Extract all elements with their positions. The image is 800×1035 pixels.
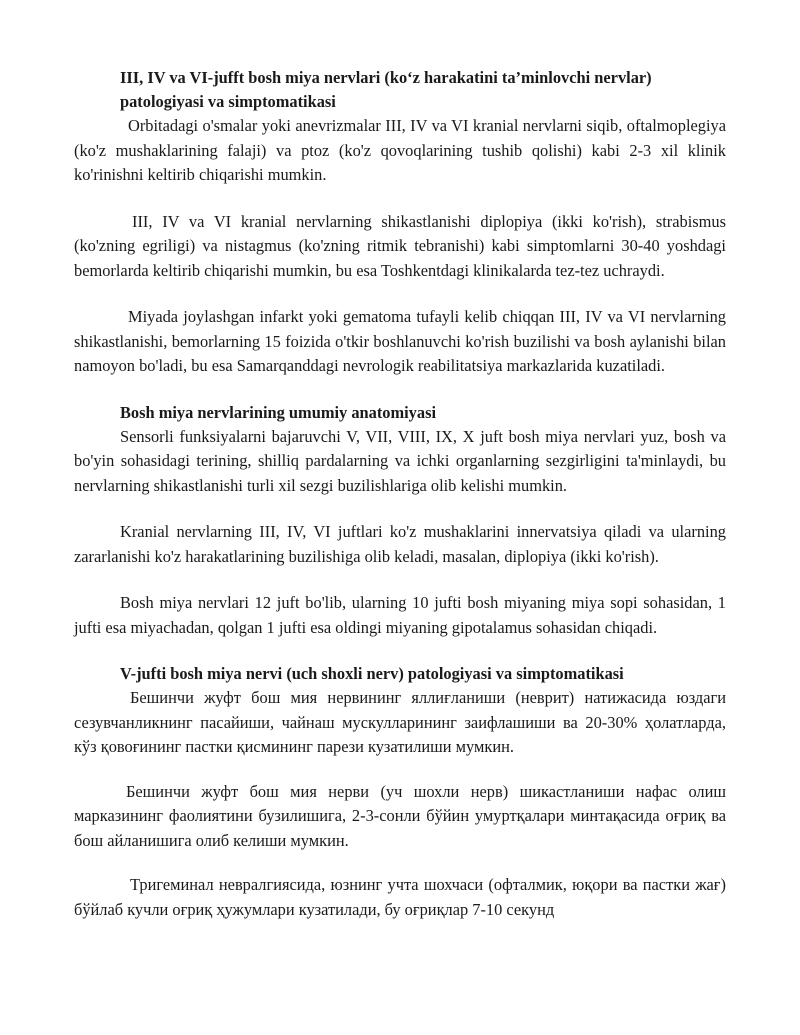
- paragraph: Miyada joylashgan infarkt yoki gematoma tufayli kelib chiqqan III, IV va VI nervlarning shikastlanishi, bemorlarning 15 foizida o'tkir boshlanuvchi ko'rish buzilishi va bosh aylanishi bilan namoyon bo'ladi, bu esa Samarqanddagi nevrologik reabilitatsiya markazlarida kuzatiladi.: [74, 307, 726, 375]
- paragraph: III, IV va VI kranial nervlarning shikastlanishi diplopiya (ikki ko'rish), strabismus (ko'zning egriligi) va nistagmus (ko'zning ritmik tebranishi) kabi simptomlarni 30-40 yoshdagi bemorlarda keltirib chiqarishi mumkin, bu esa Toshkentdagi klinikalarda tez-tez uchraydi.: [74, 211, 726, 280]
- section-heading-anatomy: Bosh miya nervlarining umumiy anatomiyasi: [120, 402, 437, 422]
- paragraph: Тригеминал невралгиясида, юзнинг учта шохчаси (офталмик, юқори ва пастки жағ) бўйлаб кучли оғриқ ҳужумлари кузатилади, бу оғриқлар 7-10 секунд: [74, 875, 726, 919]
- section-heading-cranial-eye-nerves: III, IV va VI-jufft bosh miya nervlari (ko‘z harakatini ta’minlovchi nervlar) patologiyasi va simptomatikasi: [120, 68, 652, 111]
- paragraph: Orbitadagi o'smalar yoki anevrizmalar III, IV va VI kranial nervlarni siqib, oftalmoplegiya (ko'z mushaklarining falaji) va ptoz (ko'z qovoqlarining tushib qolishi) kabi 2-3 xil klinik ko'rinishni keltirib chiqarishi mumkin.: [74, 116, 726, 184]
- paragraph: Sensorli funksiyalarni bajaruvchi V, VII, VIII, IX, X juft bosh miya nervlari yuz, bosh va bo'yin sohasidagi terining, shilliq pardalarning va ichki organlarning sezgirligini ta'minlaydi, bu nervlarning shikastlanishi turli xil sezgi buzilishlariga olib kelishi mumkin.: [74, 426, 726, 495]
- paragraph: Bosh miya nervlari 12 juft bo'lib, ularning 10 jufti bosh miyaning miya sopi sohasidan, 1 jufti esa miyachadan, qolgan 1 jufti esa oldingi miyaning gipotalamus sohasidan chiqadi.: [74, 593, 726, 637]
- paragraph: Kranial nervlarning III, IV, VI juftlari ko'z mushaklarini innervatsiya qiladi va ularning zararlanishi ko'z harakatlarining buzilishiga olib keladi, masalan, diplopiya (ikki ko'rish).: [74, 522, 726, 566]
- section-heading-trigeminal: V-jufti bosh miya nervi (uch shoxli nerv) patologiyasi va simptomatikasi: [120, 664, 624, 683]
- paragraph: Бешинчи жуфт бош мия нервининг яллиғланиши (неврит) натижасида юздаги сезувчанликнинг пасайиши, чайнаш мускулларининг заифлашиши ва 20-30% ҳолатларда, кўз қовоғининг пастки қисмининг парези кузатилиши мумкин.: [74, 688, 726, 756]
- paragraph: Бешинчи жуфт бош мия нерви (уч шохли нерв) шикастланиши нафас олиш марказининг фаолиятини бузилишига, 2-3-сонли бўйин умуртқалари минтақасида оғриқ ва бош айланишига олиб келиши мумкин.: [74, 781, 726, 850]
